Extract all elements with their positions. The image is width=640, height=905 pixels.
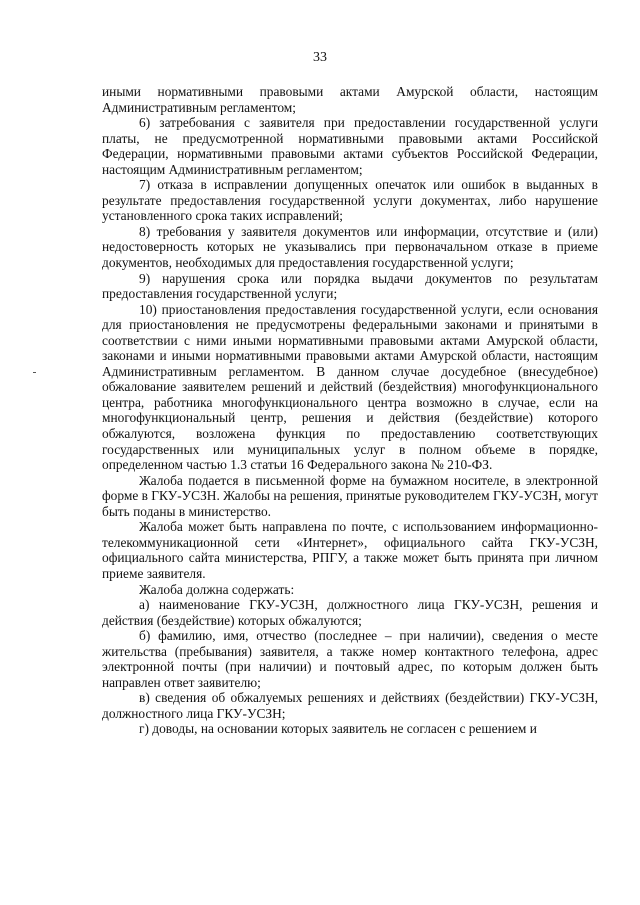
paragraph-item-9: 9) нарушения срока или порядка выдачи документов по результатам предоставления государственной услуги;: [102, 270, 598, 302]
paragraph-item-a: а) наименование ГКУ-УСЗН, должностного лица ГКУ-УСЗН, решения и действия (бездействие) которых обжалуются;: [102, 597, 598, 628]
paragraph-item-7: 7) отказа в исправлении допущенных опечаток или ошибок в выданных в результате предоставления государственной услуги документах, либо нарушение установленного срока таких исправлений;: [102, 177, 598, 224]
paragraph-item-g: г) доводы, на основании которых заявитель не согласен с решением и: [139, 721, 537, 737]
page-number: 33: [313, 50, 327, 65]
paragraph-complaint-channels: Жалоба может быть направлена по почте, с использованием информационно-телекоммуникационной сети «Интернет», официального сайта ГКУ-УСЗН, официального сайта министерства, РПГУ, а также может быть принята при личном приеме заявителя.: [102, 519, 598, 581]
paragraph-item-8: 8) требования у заявителя документов или информации, отсутствие и (или) недостоверность которых не указывались при первоначальном отказе в приеме документов, необходимых для предоставления государственной услуги;: [102, 223, 598, 271]
paragraph-item-b: б) фамилию, имя, отчество (последнее – при наличии), сведения о месте жительства (пребывания) заявителя, а также номер контактного телефона, адрес электронной почты (при наличии) и почтовый адрес, по которым должен быть направлен ответ заявителю;: [102, 628, 598, 690]
paragraph-complaint-contents: Жалоба должна содержать:: [139, 581, 295, 597]
margin-mark: [33, 372, 36, 373]
paragraph-item-v: в) сведения об обжалуемых решениях и действиях (бездействии) ГКУ-УСЗН, должностного лица ГКУ-УСЗН;: [102, 690, 598, 721]
paragraph-continuation: иными нормативными правовыми актами Амурской области, настоящим Административным регламентом;: [102, 84, 598, 115]
paragraph-item-10: 10) приостановления предоставления государственной услуги, если основания для приостановления не предусмотрены федеральными законами и принятыми в соответствии с ними иными нормативными правовыми актами Амурской области, законами и иными нормативными правовыми актами Амурской области, настоящим Административным регламентом. В данном случае досудебное (внесудебное) обжалование заявителем решений и действий (бездействия) многофункционального центра, работника многофункционального центра возможно в случае, если на многофункциональный центр, решения и действия (бездействие) которого обжалуются, возложена функция по предоставлению соответствующих государственных или муниципальных услуг в полном объеме в порядке, определенном частью 1.3 статьи 16 Федерального закона № 210-ФЗ.: [102, 301, 598, 473]
paragraph-complaint-form: Жалоба подается в письменной форме на бумажном носителе, в электронной форме в ГКУ-УСЗН. Жалобы на решения, принятые руководителем ГКУ-УСЗН, могут быть поданы в министерство.: [102, 472, 598, 519]
document-body: [102, 84, 598, 737]
paragraph-item-6: 6) затребования с заявителя при предоставлении государственной услуги платы, не предусмотренной нормативными правовыми актами Российской Федерации, нормативными правовыми актами субъектов Российской Федерации, настоящим Административным регламентом;: [102, 115, 598, 177]
